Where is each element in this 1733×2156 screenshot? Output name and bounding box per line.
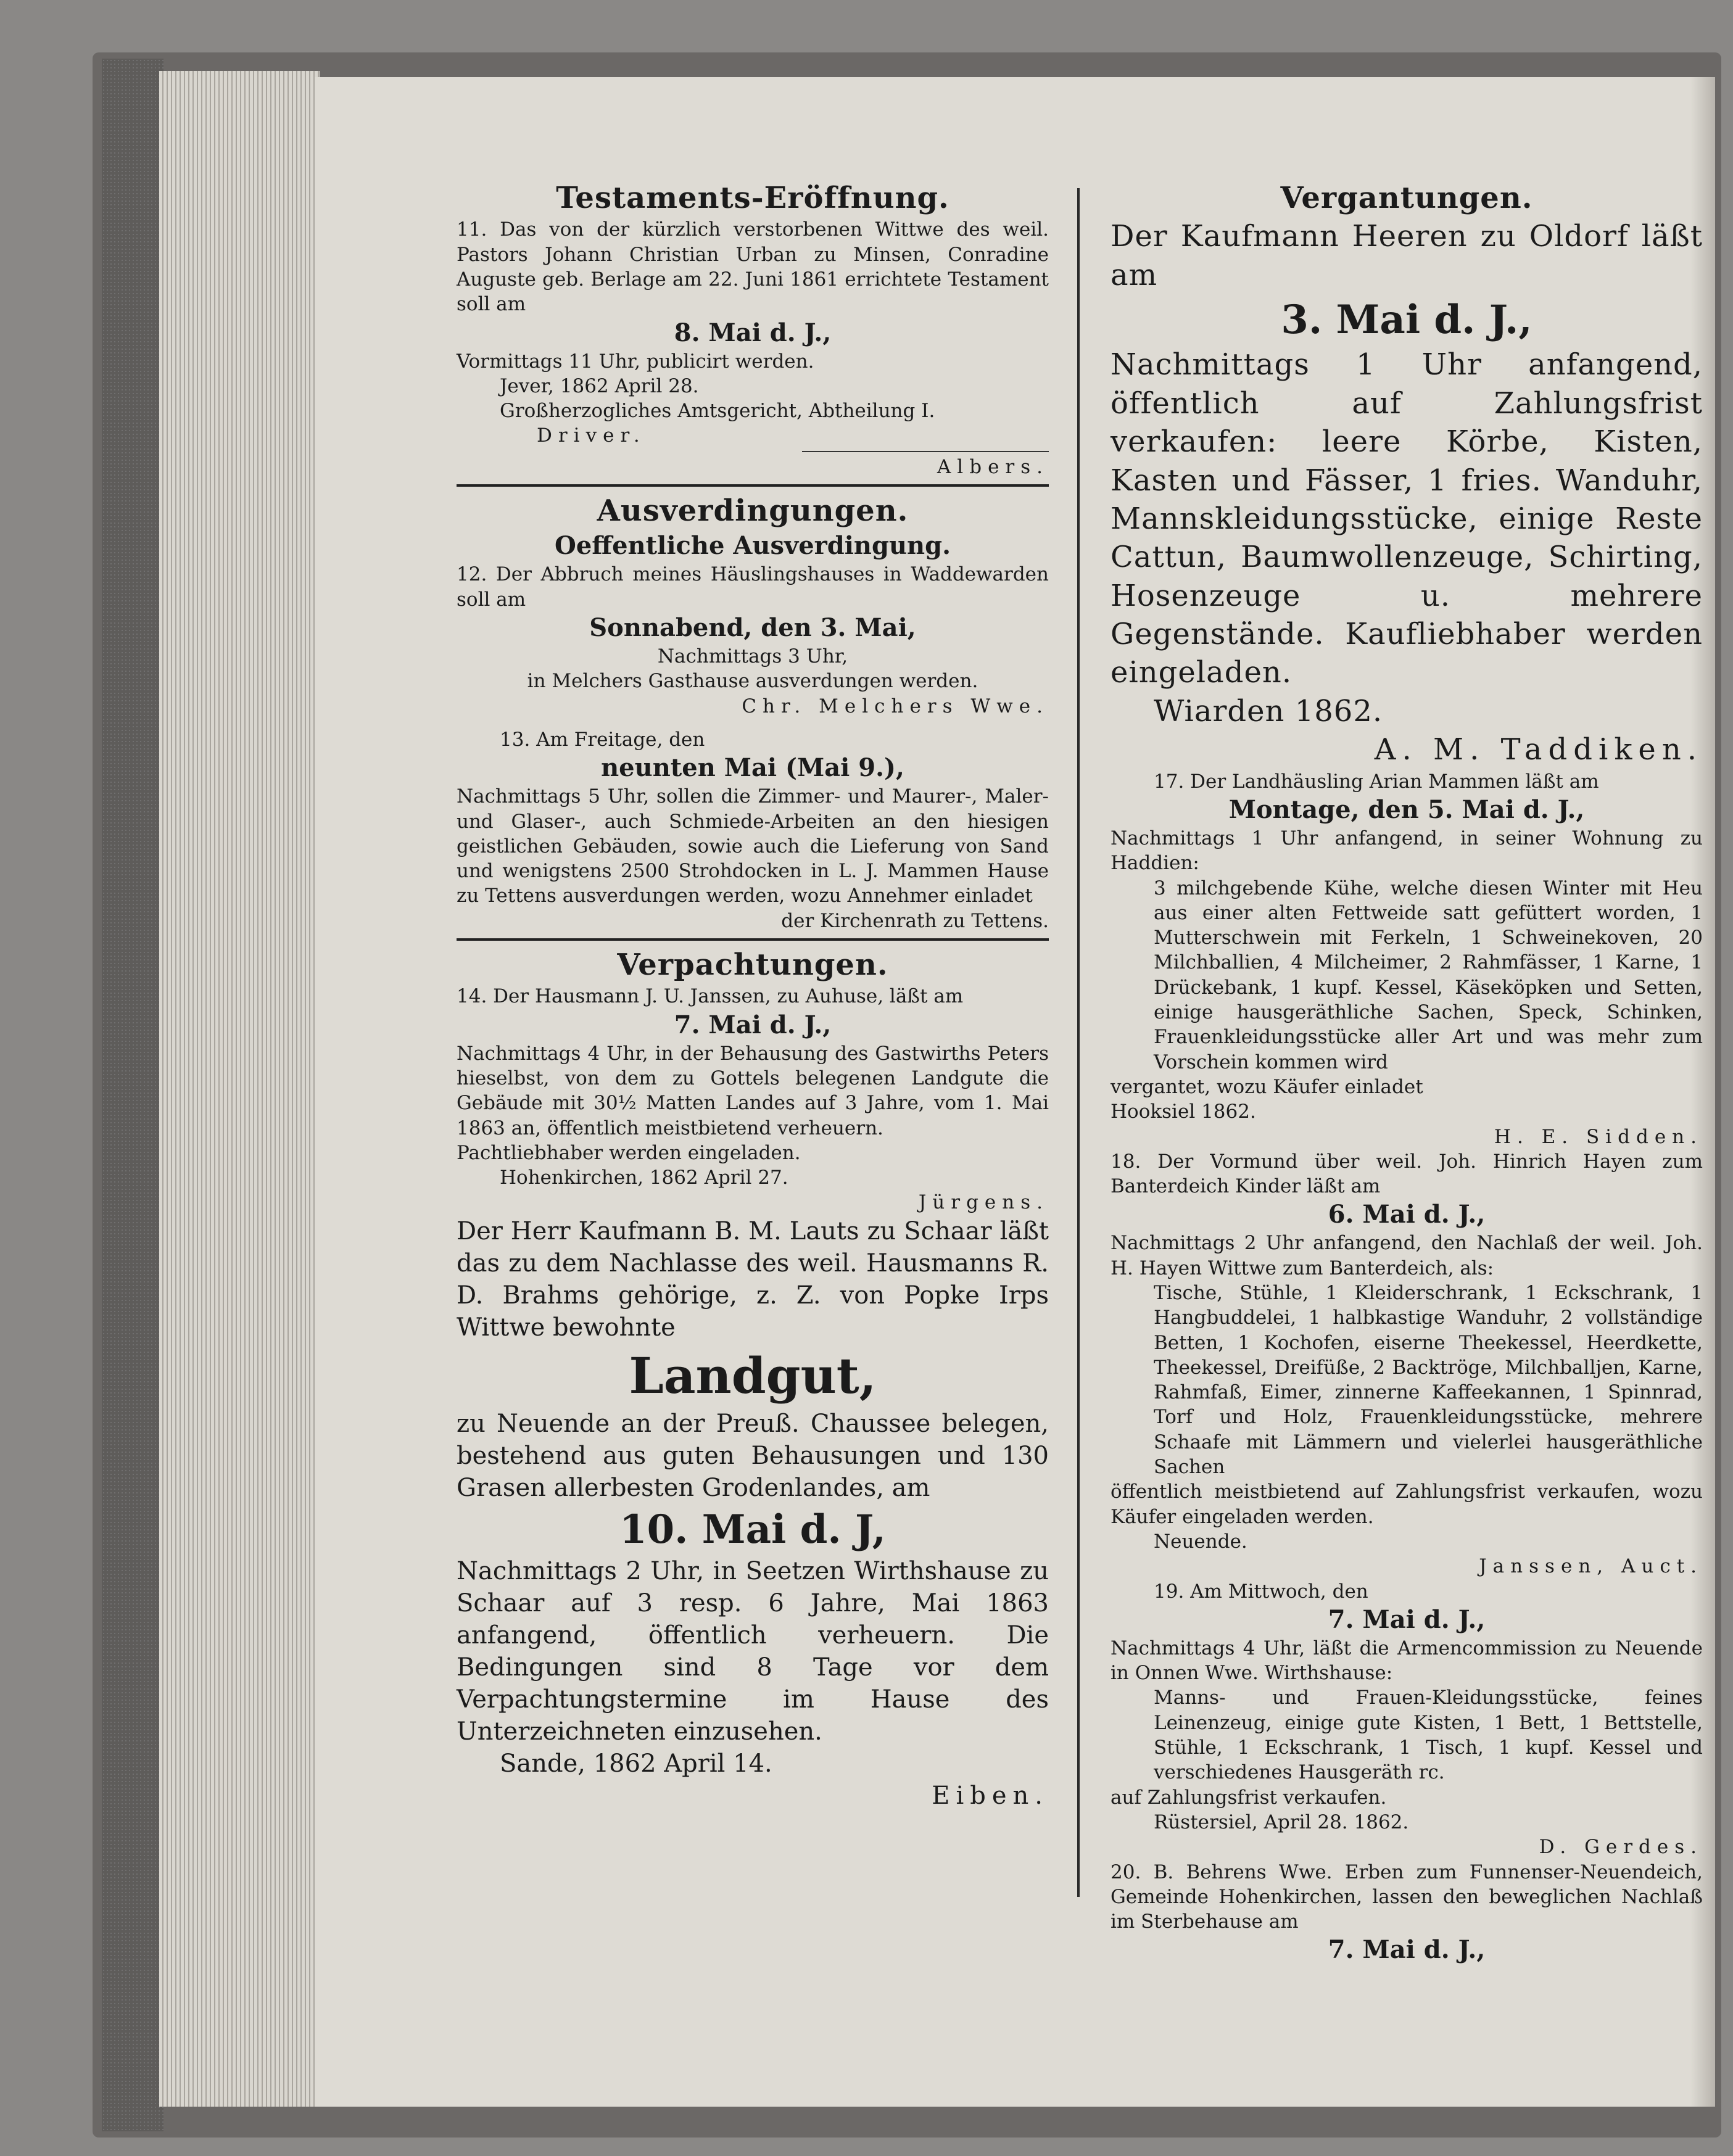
notice-17-end: vergantet, wozu Käufer einladet — [1111, 1075, 1423, 1098]
notice-12-text: 12. Der Abbruch meines Häuslingshauses in Waddewarden soll am — [457, 563, 1049, 611]
section-heading-vergantungen: Vergantungen. — [1280, 181, 1533, 215]
notice-18-text: Nachmittags 2 Uhr anfangend, den Nachlaß der weil. Joh. H. Hayen Wittwe zum Banterdeich, als: — [1111, 1232, 1703, 1279]
notice-17-text: Nachmittags 1 Uhr anfangend, in seiner Wohnung zu Haddien: — [1111, 827, 1703, 875]
column-divider — [1077, 188, 1080, 1897]
notice-14-text: 14. Der Hausmann J. U. Janssen, zu Auhuse, läßt am — [457, 985, 964, 1008]
notice-14-body: Nachmittags 4 Uhr, in der Behausung des Gastwirths Peters hieselbst, von dem zu Gottels belegenen Landgute die Gebäude mit 30½ Matten Landes auf 3 Jahre, vom 1. Mai 1863 an, öffentlich meistbietend verheuern. — [457, 1042, 1049, 1139]
section-heading-ausverdingungen: Ausverdingungen. — [597, 494, 909, 529]
notice-11-signature-1: Driver. — [537, 424, 646, 447]
notice-18-signature: Janssen, Auct. — [1479, 1555, 1703, 1578]
notice-14-signature: Jürgens. — [918, 1191, 1049, 1214]
notice-20-text: 20. B. Behrens Wwe. Erben zum Funnenser-Neuendeich, Gemeinde Hohenkirchen, lassen den beweglichen Nachlaß im Sterbehause am — [1111, 1861, 1703, 1933]
section-rule — [457, 938, 1049, 941]
notice-17-place: Hooksiel 1862. — [1111, 1101, 1256, 1123]
notice-17-date: Montage, den 5. Mai d. J., — [1228, 795, 1585, 824]
notice-13-intro: 13. Am Freitage, den — [500, 728, 705, 751]
notice-14-date: 7. Mai d. J., — [674, 1010, 832, 1039]
notice-11-date: 8. Mai d. J., — [674, 318, 832, 347]
notice-18-end: öffentlich meistbietend auf Zahlungsfrist verkaufen, wozu Käufer eingeladen werden. — [1111, 1481, 1703, 1528]
notice-17-intro: 17. Der Landhäusling Arian Mammen läßt am — [1154, 770, 1599, 793]
notice-15-date: 10. Mai d. J, — [619, 1506, 886, 1553]
notice-14-invite: Pachtliebhaber werden eingeladen. — [457, 1141, 801, 1164]
notice-16-body: Nachmittags 1 Uhr anfangend, öffentlich auf Zahlungsfrist verkaufen: leere Körbe, Kisten, Kasten und Fässer, 1 fries. Wanduhr, Mannskleidungsstücke, einige Reste Cattun, Baumwollenzeuge, Schirting, Hosenzeuge u. mehrere Gegenstände. Kaufliebhaber werden eingeladen. — [1111, 347, 1703, 690]
right-column — [1111, 179, 1703, 1966]
notice-20-date: 7. Mai d. J., — [1328, 1935, 1486, 1965]
notice-17-signature: H. E. Sidden. — [1494, 1125, 1703, 1148]
notice-19-signature: D. Gerdes. — [1539, 1836, 1703, 1859]
notice-19-place: Rüstersiel, April 28. 1862. — [1154, 1811, 1409, 1833]
notice-11-place: Jever, 1862 April 28. — [500, 374, 699, 397]
notice-16-signature: A. M. Taddiken. — [1374, 732, 1703, 767]
notice-19-intro: 19. Am Mittwoch, den — [1154, 1580, 1368, 1603]
notice-12-signature: Chr. Melchers Wwe. — [742, 695, 1049, 717]
notice-15-body: zu Neuende an der Preuß. Chaussee belegen, bestehend aus guten Behausungen und 130 Grasen allerbesten Grodenlandes, am — [457, 1409, 1049, 1502]
left-column — [457, 179, 1049, 1812]
notice-19-end: auf Zahlungsfrist verkaufen. — [1111, 1786, 1387, 1809]
notice-11-signature-2: Albers. — [937, 455, 1049, 478]
notice-12-place: in Melchers Gasthause ausverdungen werden. — [527, 670, 978, 693]
notice-11-time: Vormittags 11 Uhr, publicirt werden. — [457, 350, 814, 373]
notice-19-text: Nachmittags 4 Uhr, läßt die Armencommission zu Neuende in Onnen Wwe. Wirthshause: — [1111, 1637, 1703, 1685]
notice-12-date: Sonnabend, den 3. Mai, — [589, 613, 916, 643]
notice-12-time: Nachmittags 3 Uhr, — [657, 645, 848, 668]
notice-16-intro: Der Kaufmann Heeren zu Oldorf läßt am — [1111, 219, 1703, 292]
notice-15-body-2: Nachmittags 2 Uhr, in Seetzen Wirthshause zu Schaar auf 3 resp. 6 Jahre, Mai 1863 anfangend, öffentlich verheuern. Die Bedingungen sind 8 Tage vor dem Verpachtungstermine im Hause des Unterzeichneten einzusehen. — [457, 1556, 1049, 1746]
notice-15-place: Sande, 1862 April 14. — [500, 1749, 772, 1778]
notice-14-place: Hohenkirchen, 1862 April 27. — [500, 1167, 788, 1189]
notice-15-text: Der Herr Kaufmann B. M. Lauts zu Schaar läßt das zu dem Nachlasse des weil. Hausmanns R. D. Brahms gehörige, z. Z. von Popke Irps Wittwe bewohnte — [457, 1216, 1049, 1342]
notice-11-text: 11. Das von der kürzlich verstorbenen Wittwe des weil. Pastors Johann Christian Urban zu Minsen, Conradine Auguste geb. Berlage am 22. Juni 1861 errichtete Testament soll am — [457, 218, 1049, 316]
section-heading-testament: Testaments-Eröffnung. — [556, 181, 949, 215]
book-cover — [102, 59, 163, 2131]
notice-18-place: Neuende. — [1154, 1530, 1247, 1553]
notice-19-date: 7. Mai d. J., — [1328, 1605, 1486, 1634]
notice-16-place: Wiarden 1862. — [1154, 693, 1383, 729]
notice-15-landgut: Landgut, — [629, 1346, 877, 1405]
notice-17-list: 3 milchgebende Kühe, welche diesen Winter mit Heu aus einer alten Fettweide satt gefüttert worden, 1 Mutterschwein mit Ferkeln, 1 Schweinekoven, 20 Milchballien, 4 Milcheimer, 2 Rahmfässer, 1 Karne, 1 Drückebank, 1 kupf. Kessel, Käseköpken und Setten, einige hausgeräthliche Sachen, Speck, Schinken, Frauenkleidungsstücke aller Art und was mehr zum Vorschein kommen wird — [1154, 877, 1703, 1073]
notice-15-signature: Eiben. — [932, 1781, 1049, 1810]
notice-18-date: 6. Mai d. J., — [1328, 1200, 1486, 1229]
notice-18-intro: 18. Der Vormund über weil. Joh. Hinrich Hayen zum Banterdeich Kinder läßt am — [1111, 1150, 1703, 1198]
notice-13-text: Nachmittags 5 Uhr, sollen die Zimmer- und Maurer-, Maler- und Glaser-, auch Schmiede-Arbeiten an den hiesigen geistlichen Gebäuden, sowie auch die Lieferung von Sand und wenigstens 2500 Strohdocken in L. J. Mammen Hause zu Tettens ausverdungen werden, wozu Annehmer einladet — [457, 785, 1049, 907]
notice-13-date: neunten Mai (Mai 9.), — [601, 753, 904, 783]
page-edges — [159, 71, 320, 2107]
notice-16-date: 3. Mai d. J., — [1281, 297, 1532, 344]
notice-11-authority: Großherzogliches Amtsgericht, Abtheilung I. — [500, 400, 935, 423]
notice-18-list: Tische, Stühle, 1 Kleiderschrank, 1 Eckschrank, 1 Hangbuddelei, 1 halbkastige Wanduhr, 2 vollständige Betten, 1 Kochofen, eiserne Theekessel, Heerdkette, Theekessel, Dreifüße, 2 Backtröge, Milchballjen, Karne, Rahmfaß, Eimer, zinnerne Kaffeekannen, 1 Spinnrad, Torf und Holz, Frauenkleidungsstücke, mehrere Schaafe mit Lämmern und vielerlei hausgeräthliche Sachen — [1154, 1282, 1703, 1479]
subheading-oeffentliche: Oeffentliche Ausverdingung. — [554, 531, 951, 561]
section-heading-verpachtungen: Verpachtungen. — [617, 948, 888, 983]
notice-19-list: Manns- und Frauen-Kleidungsstücke, feines Leinenzeug, einige gute Kisten, 1 Bett, 1 Bettstelle, Stühle, 1 Eckschrank, 1 Tisch, 1 kupf. Kessel und verschiedenes Hausgeräth rc. — [1154, 1687, 1703, 1784]
thin-rule — [802, 451, 1049, 452]
section-rule — [457, 484, 1049, 487]
notice-13-signature: der Kirchenrath zu Tettens. — [781, 909, 1049, 932]
